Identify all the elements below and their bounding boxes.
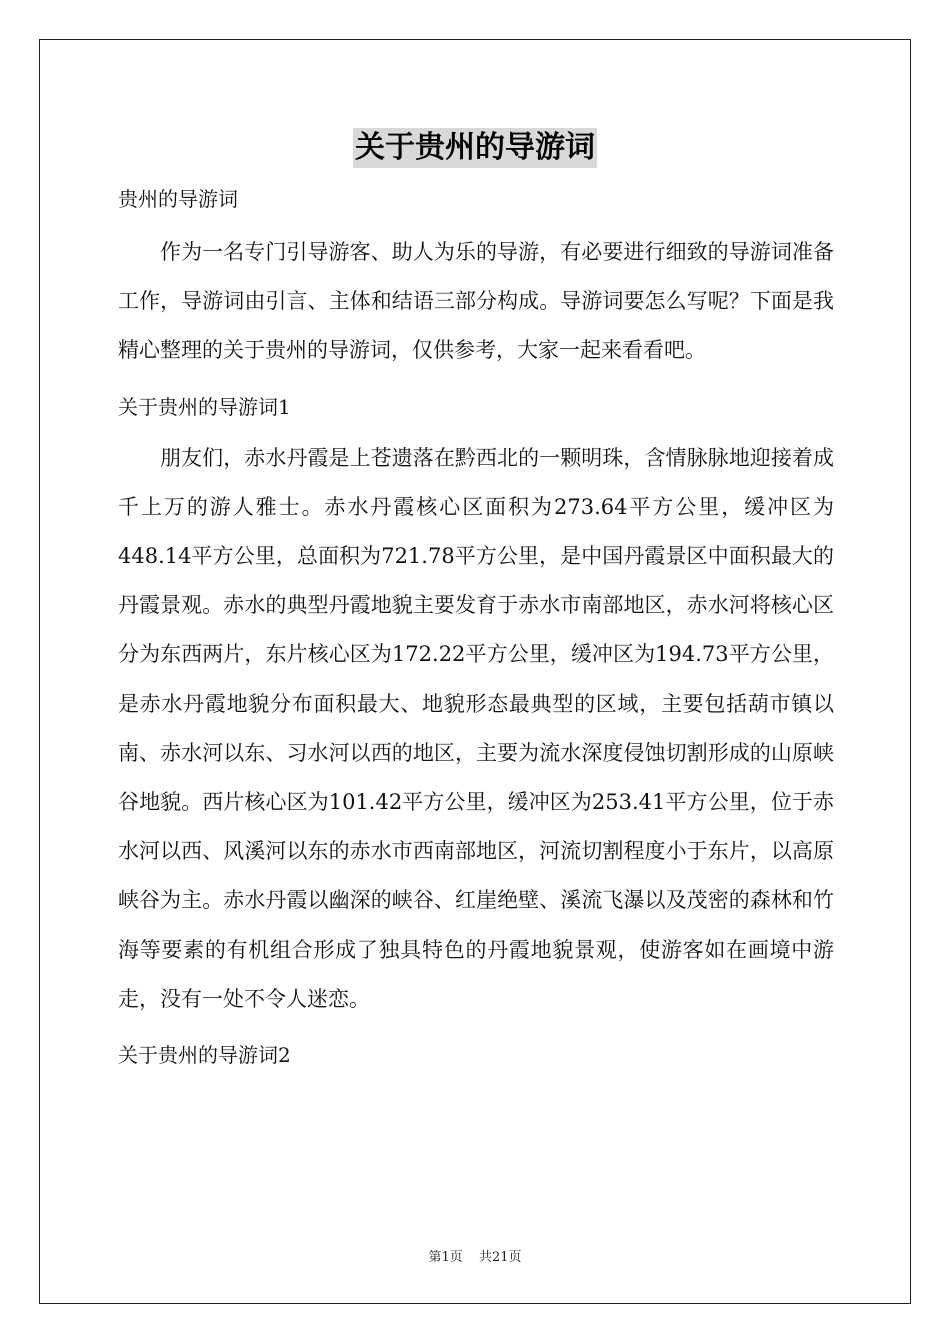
intro-paragraph: 作为一名专门引导游客、助人为乐的导游，有必要进行细致的导游词准备工作，导游词由引言、主体和结语三部分构成。导游词要怎么写呢？下面是我精心整理的关于贵州的导游词，仅供参考，大家一起来看看吧。 bbox=[118, 240, 834, 363]
section-heading-2: 关于贵州的导游词2 bbox=[118, 1043, 291, 1068]
page-number: 第1页 bbox=[428, 1250, 463, 1265]
page-total: 共21页 bbox=[478, 1250, 522, 1265]
page-footer bbox=[0, 1246, 950, 1265]
section-heading-1: 关于贵州的导游词1 bbox=[118, 394, 291, 419]
document-subtitle: 贵州的导游词 bbox=[118, 187, 238, 211]
section-paragraph-1: 朋友们，赤水丹霞是上苍遗落在黔西北的一颗明珠，含情脉脉地迎接着成千上万的游人雅士。赤水丹霞核心区面积为273.64平方公里，缓冲区为448.14平方公里，总面积为721.78平方公里，是中国丹霞景区中面积最大的丹霞景观。赤水的典型丹霞地貌主要发育于赤水市南部地区，赤水河将核心区分为东西两片，东片核心区为172.22平方公里，缓冲区为194.73平方公里，是赤水丹霞地貌分布面积最大、地貌形态最典型的区域，主要包括葫市镇以南、赤水河以东、习水河以西的地区，主要为流水深度侵蚀切割形成的山原峡谷地貌。西片核心区为101.42平方公里，缓冲区为253.41平方公里，位于赤水河以西、风溪河以东的赤水市西南部地区，河流切割程度小于东片，以高原峡谷为主。赤水丹霞以幽深的峡谷、红崖绝壁、溪流飞瀑以及茂密的森林和竹海等要素的有机组合形成了独具特色的丹霞地貌景观，使游客如在画境中游走，没有一处不令人迷恋。 bbox=[118, 445, 834, 1011]
document-title: 关于贵州的导游词 bbox=[353, 128, 597, 168]
title-container bbox=[0, 128, 950, 168]
document-body bbox=[118, 180, 834, 1074]
